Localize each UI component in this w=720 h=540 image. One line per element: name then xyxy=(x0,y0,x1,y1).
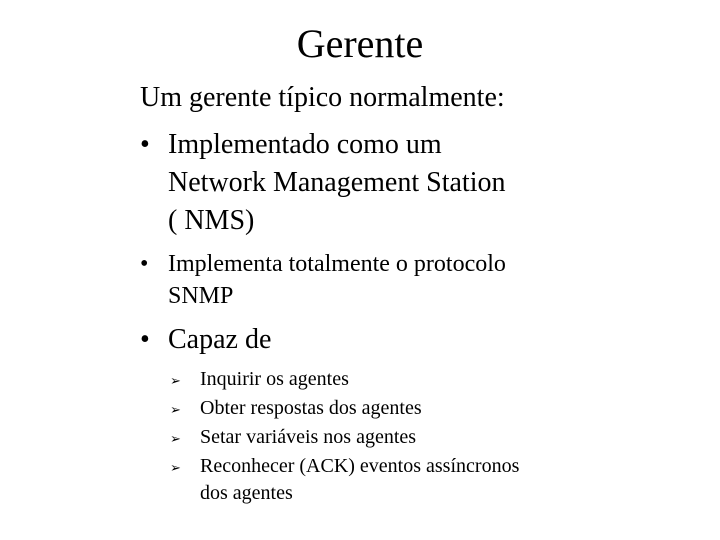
bullet-marker: • xyxy=(140,129,150,160)
bullet-line: Network Management Station xyxy=(168,167,506,198)
sub-item-text xyxy=(200,424,416,451)
sub-item-inquirir xyxy=(170,366,519,395)
bullet-line: SNMP xyxy=(168,283,234,309)
slide-intro: Um gerente típico normalmente: xyxy=(140,82,505,113)
sub-item-line: Obter respostas dos agentes xyxy=(200,397,422,419)
arrowhead-bullet-icon: ➢ xyxy=(170,403,181,418)
sub-item-text xyxy=(200,366,349,393)
bullet-item-2 xyxy=(140,248,506,312)
sub-item-setar xyxy=(170,424,519,453)
bullet-line: Implementa totalmente o protocolo xyxy=(168,251,506,277)
slide-title: Gerente xyxy=(296,21,424,66)
bullet-text xyxy=(168,126,505,240)
bullet-item-1 xyxy=(140,126,505,240)
sub-item-text xyxy=(200,453,519,507)
sub-item-line: Inquirir os agentes xyxy=(200,368,349,390)
sub-item-obter xyxy=(170,395,519,424)
bullet-line: Capaz de xyxy=(168,324,272,355)
sub-item-line: Reconhecer (ACK) eventos assíncronos xyxy=(200,455,520,477)
arrowhead-bullet-icon: ➢ xyxy=(170,461,181,476)
arrowhead-bullet-icon: ➢ xyxy=(170,374,181,389)
bullet-item-3 xyxy=(140,322,271,358)
arrowhead-bullet-icon: ➢ xyxy=(170,432,181,447)
bullet-marker: • xyxy=(140,251,149,277)
bullet-marker: • xyxy=(140,324,150,355)
sub-item-text xyxy=(200,395,422,422)
sub-item-line: Setar variáveis nos agentes xyxy=(200,426,417,448)
sub-item-line: dos agentes xyxy=(200,482,293,504)
bullet-line: Implementado como um xyxy=(168,129,442,160)
bullet-text xyxy=(168,248,506,312)
bullet-text xyxy=(168,322,271,358)
sub-item-reconhecer xyxy=(170,453,519,507)
sub-list xyxy=(170,366,519,507)
bullet-line: ( NMS) xyxy=(168,205,255,236)
